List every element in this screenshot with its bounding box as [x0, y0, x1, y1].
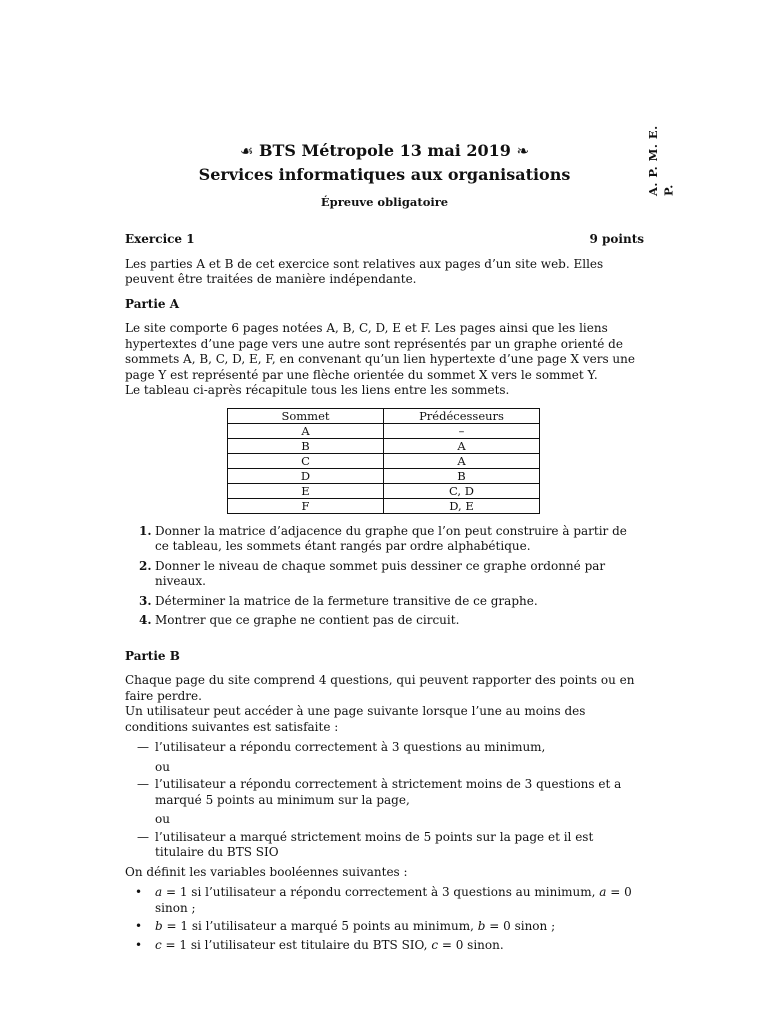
table-cell: B: [384, 468, 540, 483]
question-text: Donner le niveau de chaque sommet puis dessiner ce graphe ordonné par niveaux.: [155, 558, 606, 588]
dash-marker: —: [137, 777, 149, 791]
variable-item: [125, 938, 644, 954]
part-a-questions: [125, 524, 644, 629]
part-b-para1: Chaque page du site comprend 4 questions, qui peuvent rapporter des points ou en faire perdre.: [125, 673, 635, 703]
part-b-para2: Un utilisateur peut accéder à une page suivante lorsque l’une au moins des conditions suivantes est satisfaite :: [125, 704, 586, 734]
conditions-list: [125, 830, 644, 861]
part-a-heading: Partie A: [125, 296, 180, 311]
table-cell: –: [384, 423, 540, 438]
exercise-label: Exercice 1: [125, 232, 195, 246]
table-cell: E: [228, 483, 384, 498]
table-cell: C: [228, 453, 384, 468]
ou-connector: ou: [155, 759, 170, 774]
bullet-marker: •: [135, 919, 143, 933]
question-item: [125, 594, 644, 610]
variables-intro: On définit les variables booléennes suivantes :: [125, 864, 408, 879]
table-cell: A: [384, 438, 540, 453]
table-header-sommet: Sommet: [228, 408, 384, 423]
variable-item: [125, 919, 644, 935]
side-label: A. P. M. E. P.: [646, 125, 676, 196]
conditions-list: [125, 740, 644, 756]
condition-text: l’utilisateur a répondu correctement à 3 questions au minimum,: [155, 740, 546, 754]
condition-item: [125, 830, 644, 861]
condition-item: [125, 777, 644, 808]
condition-item: [125, 740, 644, 756]
epreuve-label: Épreuve obligatoire: [320, 195, 449, 209]
table-header-predecesseurs: Prédécesseurs: [384, 408, 540, 423]
table-cell: D: [228, 468, 384, 483]
bullet-marker: •: [135, 937, 143, 952]
dash-marker: —: [137, 829, 149, 844]
exercise-points: 9 points: [589, 232, 644, 246]
part-a-para2: Le tableau ci-après récapitule tous les liens entre les sommets.: [125, 383, 510, 397]
variable-name: b: [155, 919, 163, 933]
question-item: [125, 524, 644, 555]
question-text: Montrer que ce graphe ne contient pas de circuit.: [155, 613, 460, 627]
table-header-row: [228, 408, 540, 423]
table-cell: D, E: [384, 498, 540, 513]
variable-name: c: [431, 937, 439, 952]
table-cell: F: [228, 498, 384, 513]
question-text: Donner la matrice d’adjacence du graphe que l’on peut construire à partir de ce tableau, les sommets étant rangés par ordre alphabétique.: [155, 523, 627, 553]
variable-definition: = 1 si l’utilisateur est titulaire du BTS SIO,: [161, 937, 432, 952]
table-row: [228, 453, 540, 468]
question-number: 4.: [139, 613, 152, 627]
conditions-list: [125, 777, 644, 808]
table-cell: A: [384, 453, 540, 468]
question-item: [125, 613, 644, 629]
variables-list: [125, 885, 644, 953]
exercise-header: [125, 232, 644, 248]
predecessor-table: [227, 408, 540, 514]
table-cell: B: [228, 438, 384, 453]
variable-item: [125, 885, 644, 916]
variable-name: a: [155, 885, 163, 899]
title-text: BTS Métropole 13 mai 2019: [258, 141, 511, 160]
variable-definition: = 0 sinon ;: [155, 885, 632, 915]
page-title: [125, 140, 644, 162]
part-b-heading: Partie B: [125, 648, 180, 663]
variable-definition: = 0 sinon ;: [485, 919, 556, 933]
condition-text: l’utilisateur a répondu correctement à strictement moins de 3 questions et a marqué 5 points au minimum sur la page,: [155, 777, 622, 807]
table-row: [228, 423, 540, 438]
variable-name: b: [477, 919, 486, 933]
ou-connector: ou: [155, 812, 170, 826]
ornament-right-icon: ❧: [516, 142, 530, 160]
question-item: [125, 559, 644, 590]
question-number: 2.: [139, 558, 152, 573]
table-row: [228, 498, 540, 513]
variable-definition: = 0 sinon.: [438, 937, 504, 952]
variable-definition: = 1 si l’utilisateur a marqué 5 points au minimum,: [162, 919, 478, 933]
ornament-left-icon: ☙: [239, 142, 254, 160]
table-cell: C, D: [384, 483, 540, 498]
variable-name: a: [599, 885, 607, 899]
question-text: Déterminer la matrice de la fermeture transitive de ce graphe.: [155, 593, 538, 608]
page-subtitle: Services informatiques aux organisations: [198, 165, 571, 184]
condition-text: l’utilisateur a marqué strictement moins de 5 points sur la page et il est titulaire du BTS SIO: [155, 829, 594, 859]
table-row: [228, 438, 540, 453]
question-number: 1.: [139, 523, 152, 538]
content: [125, 230, 644, 956]
table-row: [228, 468, 540, 483]
dash-marker: —: [137, 740, 149, 754]
variable-definition: = 1 si l’utilisateur a répondu correctement à 3 questions au minimum,: [162, 885, 600, 899]
bullet-marker: •: [135, 885, 143, 899]
question-number: 3.: [139, 593, 152, 608]
variable-name: c: [155, 937, 162, 952]
page: [125, 0, 644, 1024]
table-row: [228, 483, 540, 498]
title-block: [125, 140, 644, 210]
exercise-intro: Les parties A et B de cet exercice sont relatives aux pages d’un site web. Elles peuvent être traitées de manière indépendante.: [125, 256, 604, 286]
table-cell: A: [228, 423, 384, 438]
part-a-para1: Le site comporte 6 pages notées A, B, C, D, E et F. Les pages ainsi que les liens hypertextes d’une page vers une autre sont représentés par un graphe orienté de sommets A, B, C, D, E, F, en convenant qu’un lien hypertexte d’une page X vers une page Y est représenté par une flèche orientée du sommet X vers le sommet Y.: [125, 321, 635, 382]
